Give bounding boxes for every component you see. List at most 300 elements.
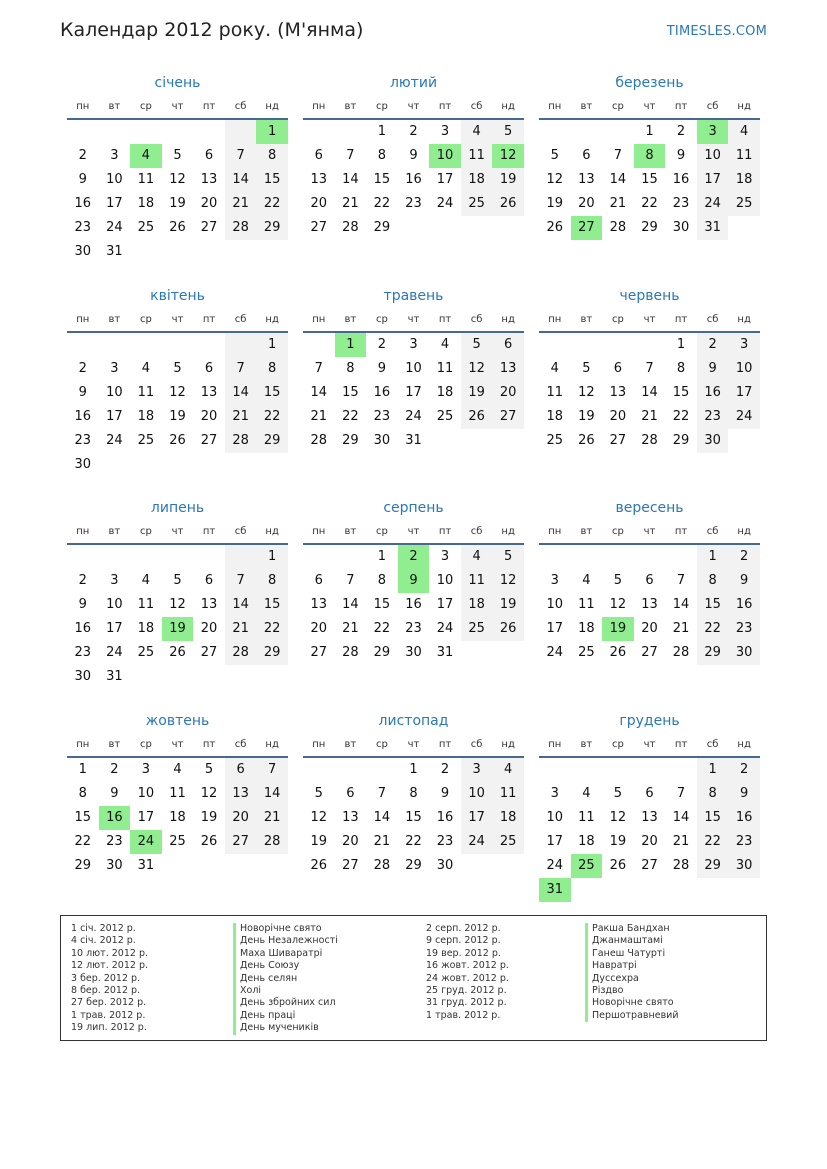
day-grid [303,758,524,878]
day-cell: 25 [137,433,155,448]
weekday-label: ср [611,314,624,325]
legend-date: 8 бер. 2012 р. [71,984,141,996]
day-cell: 24 [405,409,422,424]
weekday-label: пн [312,101,326,112]
day-cell: 5 [204,762,214,777]
day-cell: 6 [346,786,355,801]
day-cell: 13 [200,172,218,187]
day-cell: 21 [373,834,391,849]
day-cell: 15 [405,810,422,825]
day-cell: 28 [310,433,328,448]
legend-holiday-name: День Незалежності [233,935,338,947]
empty-cell [225,545,257,569]
empty-cell [162,333,194,357]
day-cell: 5 [173,573,182,588]
day-cell: 10 [106,385,123,400]
day-cell: 29 [405,858,422,873]
day-cell: 26 [169,433,186,448]
day-cell: 22 [256,617,288,641]
day-cell: 25 [169,834,186,849]
day-cell: 18 [137,409,155,424]
day-cell: 20 [641,621,658,636]
day-cell: 11 [169,786,186,801]
empty-cell [303,545,335,569]
day-cell: 14 [225,593,257,617]
day-cell: 9 [78,172,87,187]
day-cell: 5 [582,361,591,376]
weekday-label: чт [407,739,420,750]
holiday-day-cell: 10 [429,144,461,168]
day-cell: 17 [137,810,155,825]
day-cell: 22 [697,830,729,854]
day-cell: 28 [641,433,658,448]
empty-cell [728,429,760,453]
legend-holiday-name: Новорічне свято [233,923,338,935]
empty-cell [67,545,99,569]
day-cell: 7 [346,573,355,588]
day-cell: 27 [200,645,218,660]
day-cell: 16 [373,385,391,400]
month-1 [67,70,288,264]
empty-cell [461,854,493,878]
legend-date: 19 лип. 2012 р. [71,1022,147,1034]
day-cell: 18 [546,409,564,424]
day-cell: 29 [697,641,729,665]
day-cell: 22 [405,834,422,849]
day-cell: 12 [169,597,186,612]
day-cell: 23 [672,196,690,211]
empty-cell [225,453,257,477]
day-cell: 30 [74,457,92,472]
legend-date: 1 трав. 2012 р. [71,1009,146,1021]
day-cell: 29 [373,220,391,235]
day-cell: 7 [676,573,686,588]
weekday-label: вт [580,101,593,112]
day-cell: 4 [173,762,182,777]
day-cell: 5 [461,333,493,357]
month-2 [303,70,524,240]
day-cell: 2 [78,148,87,163]
weekday-label: сб [706,314,719,325]
brand-link[interactable]: TIMESLES.COM [666,24,767,39]
day-cell: 6 [204,361,214,376]
day-cell: 6 [492,333,524,357]
day-cell: 10 [461,782,493,806]
empty-cell [492,641,524,665]
weekday-label: сб [470,314,483,325]
day-cell: 15 [672,385,690,400]
day-cell: 7 [645,361,654,376]
day-cell: 3 [110,573,119,588]
legend-date: 4 січ. 2012 р. [71,935,136,947]
day-cell: 11 [546,385,564,400]
day-cell: 19 [546,196,564,211]
day-cell: 25 [578,645,595,660]
day-cell: 7 [225,144,257,168]
day-cell: 8 [377,573,387,588]
day-cell: 24 [728,405,760,429]
empty-cell [225,333,257,357]
day-cell: 20 [200,196,218,211]
weekday-label: чт [643,101,656,112]
day-cell: 6 [645,786,654,801]
day-cell: 5 [550,148,559,163]
day-cell: 7 [346,148,355,163]
day-cell: 7 [676,786,686,801]
day-cell: 30 [74,244,92,259]
day-cell: 4 [582,786,591,801]
day-cell: 9 [728,782,760,806]
weekday-label: ср [139,739,152,750]
holiday-day-cell: 1 [256,120,288,144]
month-8 [303,495,524,665]
day-cell: 29 [342,433,359,448]
empty-cell [461,641,493,665]
day-cell: 3 [440,124,450,139]
day-cell: 10 [546,810,564,825]
empty-cell [539,120,571,144]
day-cell: 25 [728,192,760,216]
holiday-day-cell: 9 [398,569,430,593]
day-cell: 4 [550,361,559,376]
day-cell: 24 [697,192,729,216]
day-cell: 31 [106,244,123,259]
day-cell: 30 [106,858,123,873]
day-cell: 7 [377,786,387,801]
day-cell: 14 [641,385,658,400]
empty-cell [634,333,666,357]
legend-dates-col-2 [426,923,509,1022]
day-cell: 16 [74,196,92,211]
empty-cell [303,333,335,357]
weekday-label: нд [265,526,279,537]
weekday-label: чт [643,526,656,537]
weekday-label: сб [706,101,719,112]
empty-cell [602,878,634,902]
empty-cell [571,758,603,782]
day-cell: 4 [141,361,151,376]
day-cell: 3 [550,786,559,801]
weekday-label: пт [202,526,216,537]
day-cell: 10 [137,786,155,801]
weekday-label: пн [548,739,562,750]
day-cell: 28 [342,645,359,660]
weekday-label: пт [438,526,452,537]
holiday-day-cell: 25 [571,854,603,878]
day-cell: 16 [728,593,760,617]
weekday-header [303,734,524,758]
empty-cell [634,878,666,902]
day-cell: 13 [225,782,257,806]
weekday-header [67,96,288,120]
empty-cell [634,758,666,782]
day-cell: 1 [78,762,87,777]
weekday-label: ср [611,526,624,537]
day-cell: 27 [310,220,328,235]
day-cell: 2 [728,545,760,569]
day-cell: 31 [106,669,123,684]
day-cell: 17 [697,168,729,192]
day-cell: 31 [137,858,155,873]
empty-cell [398,216,430,240]
day-cell: 1 [697,545,729,569]
day-cell: 14 [373,810,391,825]
empty-cell [162,120,194,144]
day-cell: 12 [200,786,218,801]
day-cell: 23 [405,621,422,636]
day-cell: 30 [728,641,760,665]
day-cell: 1 [256,545,288,569]
empty-cell [193,665,225,689]
empty-cell [665,878,697,902]
weekday-label: вт [108,101,121,112]
weekday-label: сб [234,739,247,750]
day-cell: 17 [461,806,493,830]
day-cell: 24 [546,858,564,873]
day-cell: 30 [373,433,391,448]
empty-cell [728,216,760,240]
holiday-day-cell: 8 [634,144,666,168]
empty-cell [99,333,131,357]
day-cell: 31 [436,645,454,660]
day-cell: 24 [106,645,123,660]
day-cell: 7 [613,148,623,163]
day-cell: 15 [256,593,288,617]
day-cell: 13 [641,810,658,825]
weekday-label: пт [674,101,688,112]
day-cell: 26 [461,405,493,429]
month-name: березень [615,75,684,91]
weekday-header [539,96,760,120]
day-cell: 3 [110,361,119,376]
day-cell: 5 [613,786,623,801]
day-cell: 23 [74,645,92,660]
day-cell: 27 [200,220,218,235]
day-cell: 6 [314,148,323,163]
day-cell: 16 [74,409,92,424]
empty-cell [256,854,288,878]
day-cell: 21 [342,196,359,211]
day-cell: 23 [106,834,123,849]
day-cell: 2 [110,762,119,777]
day-grid [539,758,760,902]
day-cell: 26 [578,433,595,448]
legend-holiday-name: Маха Шиваратрі [233,948,338,960]
day-cell: 4 [141,573,151,588]
weekday-label: чт [407,526,420,537]
empty-cell [99,453,131,477]
empty-cell [256,665,288,689]
empty-cell [539,333,571,357]
day-cell: 7 [256,758,288,782]
day-cell: 22 [641,196,658,211]
weekday-header [67,521,288,545]
day-cell: 17 [405,385,422,400]
empty-cell [539,758,571,782]
legend-holiday-name: День мучеників [233,1022,338,1034]
day-cell: 19 [492,168,524,192]
weekday-label: пт [674,739,688,750]
day-cell: 6 [204,148,214,163]
day-cell: 1 [256,333,288,357]
day-cell: 28 [672,858,690,873]
legend-holiday-name: Навратрі [585,960,679,972]
day-cell: 3 [461,758,493,782]
day-cell: 27 [342,858,359,873]
day-cell: 20 [641,834,658,849]
holiday-day-cell: 1 [335,333,367,357]
day-cell: 13 [492,357,524,381]
weekday-label: пт [674,314,688,325]
day-cell: 21 [225,617,257,641]
weekday-label: нд [265,314,279,325]
day-cell: 22 [256,405,288,429]
empty-cell [225,120,257,144]
day-cell: 25 [137,645,155,660]
weekday-label: нд [737,739,751,750]
day-cell: 11 [578,810,595,825]
weekday-label: вт [108,739,121,750]
month-9 [539,495,760,665]
day-cell: 8 [676,361,686,376]
day-cell: 10 [106,172,123,187]
weekday-label: чт [407,101,420,112]
day-cell: 9 [110,786,119,801]
day-cell: 6 [204,573,214,588]
day-cell: 28 [225,216,257,240]
day-cell: 15 [373,172,391,187]
empty-cell [539,545,571,569]
empty-cell [256,453,288,477]
weekday-label: пт [438,314,452,325]
empty-cell [571,120,603,144]
weekday-label: чт [171,314,184,325]
day-cell: 23 [697,405,729,429]
day-cell: 3 [110,148,119,163]
empty-cell [429,216,461,240]
month-7 [67,495,288,689]
day-cell: 22 [672,409,690,424]
day-cell: 4 [492,758,524,782]
day-cell: 31 [405,433,422,448]
weekday-label: пн [312,314,326,325]
empty-cell [461,429,493,453]
empty-cell [571,878,603,902]
weekday-label: пт [438,739,452,750]
weekday-label: сб [470,739,483,750]
day-cell: 27 [310,645,328,660]
day-cell: 26 [200,834,218,849]
weekday-header [303,96,524,120]
day-cell: 16 [728,806,760,830]
empty-cell [461,216,493,240]
weekday-label: сб [234,101,247,112]
holiday-day-cell: 3 [697,120,729,144]
day-cell: 13 [578,172,595,187]
day-cell: 11 [137,597,155,612]
day-cell: 4 [461,545,493,569]
month-name: листопад [378,713,449,729]
day-cell: 25 [137,220,155,235]
empty-cell [429,429,461,453]
day-cell: 27 [200,433,218,448]
day-cell: 1 [697,758,729,782]
day-cell: 10 [405,361,422,376]
day-cell: 17 [436,597,454,612]
day-cell: 26 [492,192,524,216]
empty-cell [193,545,225,569]
weekday-label: сб [234,526,247,537]
weekday-label: вт [344,526,357,537]
day-cell: 14 [672,810,690,825]
weekday-label: пт [202,101,216,112]
weekday-label: пт [202,314,216,325]
day-cell: 26 [492,617,524,641]
day-cell: 10 [697,144,729,168]
empty-cell [697,878,729,902]
day-cell: 27 [492,405,524,429]
weekday-label: пн [76,314,90,325]
day-grid [67,545,288,689]
legend-date: 16 жовт. 2012 р. [426,960,509,972]
day-cell: 26 [609,645,627,660]
empty-cell [225,240,257,264]
page-title: Календар 2012 року. (М'янма) [60,19,364,41]
day-cell: 12 [609,597,627,612]
day-cell: 9 [409,148,418,163]
day-cell: 25 [546,433,564,448]
weekday-label: пн [548,526,562,537]
weekday-label: пт [674,526,688,537]
day-cell: 9 [697,357,729,381]
day-cell: 26 [169,645,186,660]
weekday-header [67,734,288,758]
day-cell: 1 [676,337,686,352]
day-cell: 20 [310,196,328,211]
day-cell: 23 [74,220,92,235]
day-cell: 11 [461,569,493,593]
day-cell: 8 [346,361,355,376]
weekday-label: сб [470,101,483,112]
weekday-label: чт [643,314,656,325]
day-cell: 4 [461,120,493,144]
legend-holiday-name: Різдво [585,985,679,997]
day-cell: 18 [578,834,595,849]
day-cell: 23 [728,830,760,854]
legend-holiday-name: Першотравневий [585,1010,679,1022]
empty-cell [571,545,603,569]
day-cell: 18 [137,621,155,636]
day-cell: 30 [672,220,690,235]
legend-holiday-name: День Союзу [233,960,338,972]
legend-date: 1 січ. 2012 р. [71,923,136,934]
weekday-label: пн [76,739,90,750]
day-cell: 3 [550,573,559,588]
month-name: вересень [615,500,684,516]
day-cell: 23 [405,196,422,211]
holiday-day-cell: 2 [398,545,430,569]
weekday-label: пт [202,739,216,750]
day-cell: 10 [106,597,123,612]
empty-cell [225,854,257,878]
day-cell: 15 [697,593,729,617]
weekday-label: вт [108,314,121,325]
month-6 [539,283,760,453]
empty-cell [303,120,335,144]
day-cell: 20 [492,381,524,405]
day-cell: 5 [613,573,623,588]
day-cell: 6 [645,573,654,588]
